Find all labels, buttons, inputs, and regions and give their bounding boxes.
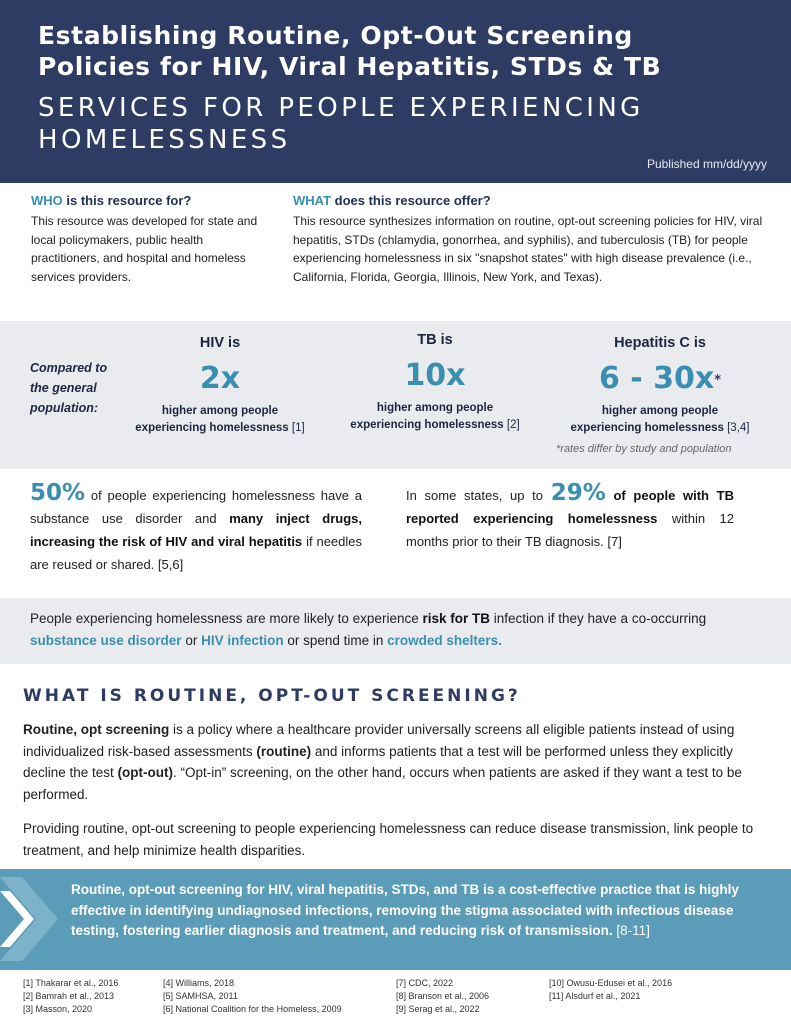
- compared-line-3: population:: [30, 401, 99, 415]
- what-heading: [293, 193, 763, 208]
- reference-item: [7] CDC, 2022: [396, 978, 454, 988]
- callout-ref: [8-11]: [612, 923, 650, 938]
- who-heading-rest: is this resource for?: [62, 193, 192, 208]
- title-line-1: Establishing Routine, Opt-Out Screening: [38, 21, 633, 50]
- stat-description: [555, 403, 765, 437]
- stat-value-text: 6 - 30x: [598, 361, 715, 396]
- fact-percent: 50%: [30, 480, 86, 506]
- callout-body: Routine, opt-out screening for HIV, viral hepatitis, STDs, and TB is a cost-effective practice that is highly effective in identifying undiagnosed infections, removing the stigma associated with infectious disease testing, fostering earlier diagnosis and treatment, and reducing risk of transmission.: [71, 882, 739, 938]
- stat-desc-line-2: experiencing homelessness: [350, 419, 504, 431]
- compared-label: [30, 358, 107, 418]
- definition-term: Routine, opt screening: [23, 722, 170, 737]
- fact-emphasis: many inject drugs, increasing the risk of HIV and viral hepatitis: [30, 511, 362, 549]
- callout-banner: [0, 869, 791, 970]
- who-heading: [31, 193, 266, 208]
- what-section: [293, 193, 763, 286]
- routine-term: (routine): [256, 743, 312, 759]
- stat-desc-line-2: experiencing homelessness: [570, 422, 724, 434]
- reference-item: [10] Owusu-Edusei et al., 2016: [549, 978, 673, 988]
- stat-description: [335, 400, 535, 434]
- paragraph-text: . “Opt-in” screening, on the other hand, occurs when patients are asked if they want a test to be performed.: [23, 765, 742, 802]
- fact-substance-use: [30, 482, 362, 576]
- fact-text-end: if needles are reused or shared. [5,6]: [30, 534, 362, 572]
- stat-label: TB is: [417, 332, 453, 348]
- stats-footnote: *rates differ by study and population: [556, 443, 732, 455]
- stat-ref: [1]: [288, 422, 305, 434]
- fact-text: of people experiencing homelessness have a substance use disorder and: [30, 488, 362, 526]
- stat-value: [335, 354, 535, 398]
- fact-emphasis: of people with TB reported experiencing homelessness: [406, 488, 734, 526]
- risk-highlight-shelters: crowded shelters.: [387, 633, 502, 648]
- asterisk-mark: *: [714, 373, 722, 388]
- reference-item: [5] SAMHSA, 2011: [163, 991, 238, 1001]
- risk-band: [0, 598, 791, 664]
- compared-line-1: Compared to: [30, 361, 108, 375]
- stat-desc-line-1: higher among people: [376, 402, 494, 414]
- reference-item: [11] Alsdurf et al., 2021: [549, 991, 641, 1001]
- opt-out-term: (opt-out): [117, 765, 174, 780]
- compared-line-2: the general: [30, 381, 97, 395]
- stat-tb: [335, 332, 535, 434]
- who-heading-accent: WHO: [31, 193, 63, 208]
- stat-desc-line-2: experiencing homelessness: [135, 422, 289, 434]
- stat-label: HIV is: [199, 335, 241, 351]
- title-header: [0, 0, 791, 183]
- subtitle-line-2: HOMELESSNESS: [38, 125, 291, 155]
- what-heading-accent: WHAT: [293, 193, 332, 208]
- subtitle-line-1: SERVICES FOR PEOPLE EXPERIENCING: [38, 93, 644, 123]
- stat-value: [120, 357, 320, 401]
- paragraph-text: and informs patients that a test will be performed unless they explicitly decline the test: [23, 743, 733, 780]
- stat-value-text: 2x: [199, 361, 241, 396]
- fact-percent: 29%: [550, 480, 606, 506]
- published-date: Published mm/dd/yyyy: [646, 157, 767, 171]
- risk-text: People experiencing homelessness are more likely to experience: [30, 611, 423, 626]
- references-col-1: [23, 977, 118, 1016]
- risk-highlight-hiv: HIV infection: [201, 633, 284, 648]
- references-col-3: [396, 977, 489, 1016]
- reference-item: [2] Bamrah et al., 2013: [23, 991, 115, 1001]
- reference-item: [4] Williams, 2018: [163, 978, 235, 988]
- title-line-2: Policies for HIV, Viral Hepatitis, STDs & TB: [38, 52, 662, 81]
- stat-description: [120, 403, 320, 437]
- page-subtitle: [38, 92, 644, 156]
- who-body: This resource was developed for state and local policymakers, public health practitioners, and hospital and homeless services providers.: [31, 214, 258, 284]
- benefits-paragraph: Providing routine, opt-out screening to people experiencing homelessness can reduce disease transmission, link people to treatment, and help minimize health disparities.: [23, 821, 754, 858]
- definition-paragraph: [23, 719, 773, 805]
- reference-item: [3] Masson, 2020: [23, 1004, 93, 1014]
- fact-text-end: within 12 months prior to their TB diagnosis. [7]: [406, 511, 734, 549]
- stat-desc-line-1: higher among people: [601, 405, 719, 417]
- paragraph-text: is a policy where a healthcare provider universally screens all eligible patients instead of using individualized risk-based assessments: [23, 722, 735, 759]
- risk-text: or: [181, 633, 202, 648]
- chevron-arrows-icon: [0, 869, 70, 970]
- what-body: This resource synthesizes information on routine, opt-out screening policies for HIV, viral hepatitis, STDs (chlamydia, gonorrhea, and syphilis), and tuberculosis (TB) for people experiencing homelessness in six "snapshot states" with high disease prevalence (i.e., California, Florida, Georgia, Illinois, New York, and Texas).: [293, 214, 763, 284]
- stat-hepatitis-c: [555, 335, 765, 437]
- risk-text: infection if they have a co-occurring: [489, 611, 707, 626]
- stat-desc-line-1: higher among people: [161, 405, 279, 417]
- risk-emphasis: risk for TB: [422, 611, 490, 626]
- section-heading: WHAT IS ROUTINE, OPT-OUT SCREENING?: [23, 686, 521, 706]
- fact-text: In some states, up to: [406, 488, 551, 503]
- callout-text: [71, 880, 751, 942]
- references-col-2: [163, 977, 342, 1016]
- stat-value-text: 10x: [404, 358, 466, 393]
- reference-item: [6] National Coalition for the Homeless, 2009: [163, 1004, 342, 1014]
- stat-hiv: [120, 335, 320, 437]
- stat-ref: [2]: [503, 419, 520, 431]
- who-section: [31, 193, 266, 286]
- fact-tb-homelessness: [406, 482, 734, 553]
- stat-label: Hepatitis C is: [614, 335, 706, 351]
- risk-text: or spend time in: [283, 633, 388, 648]
- page-title: [38, 20, 661, 82]
- risk-highlight-substance: substance use disorder: [30, 633, 182, 648]
- what-heading-rest: does this resource offer?: [331, 193, 491, 208]
- stat-ref: [3,4]: [723, 422, 750, 434]
- reference-item: [1] Thakarar et al., 2016: [23, 978, 119, 988]
- reference-item: [9] Serag et al., 2022: [396, 1004, 480, 1014]
- references-col-4: [549, 977, 672, 1003]
- reference-item: [8] Branson et al., 2006: [396, 991, 490, 1001]
- stat-value: [555, 357, 765, 401]
